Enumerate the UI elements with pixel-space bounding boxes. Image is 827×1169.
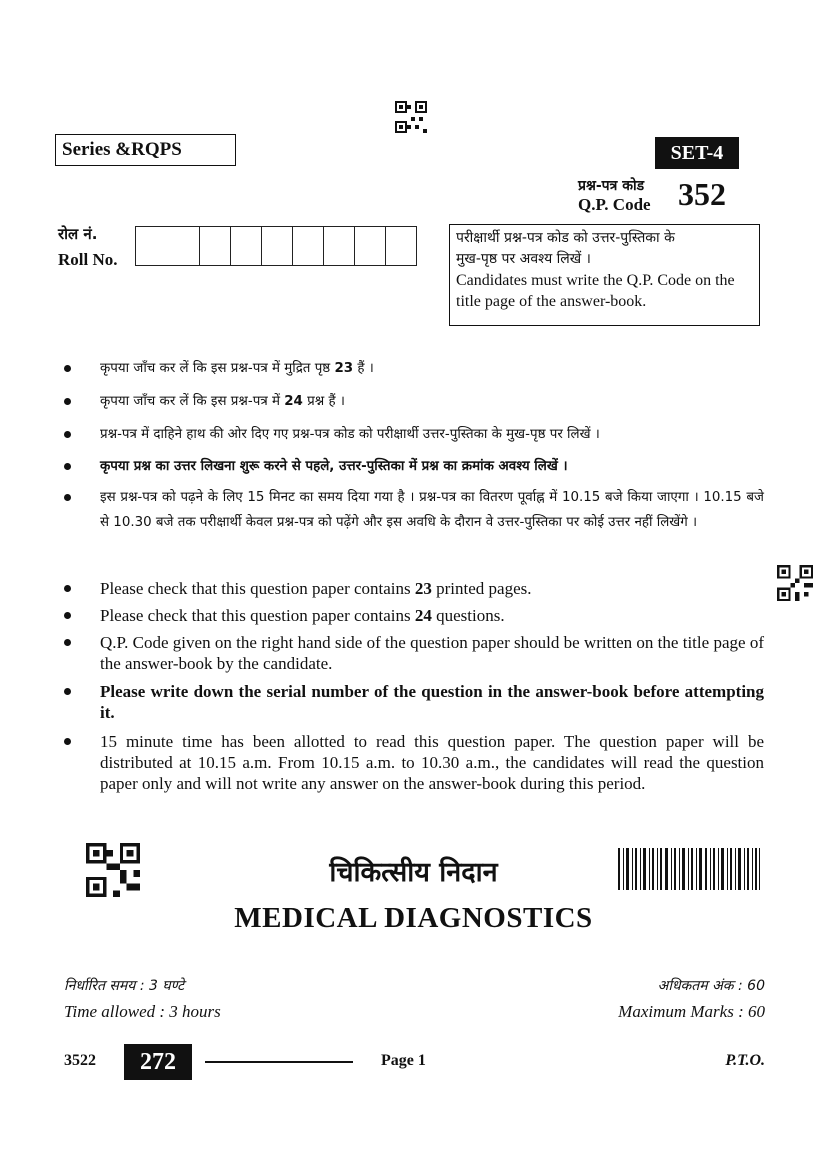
subject-title: MEDICAL DIAGNOSTICS xyxy=(234,902,593,934)
instruction-text: इस प्रश्न-पत्र को पढ़ने के लिए 15 मिनट का समय दिया गया है । प्रश्न-पत्र का वितरण पूर्वाह्न में 10.15 बजे किया जाएगा । 10.15 बजे से 10.30 बजे तक परीक्षार्थी केवल प्रश्न-पत्र को पढ़ेंगे और इस अवधि के दौरान वे उत्तर-पुस्तिका पर कोई उत्तर नहीं लिखेंगे । xyxy=(100,490,764,530)
instruction-number: 24 xyxy=(284,394,303,409)
maximum-marks-hindi: अधिकतम अंक : 60 xyxy=(657,978,765,994)
bullet-icon xyxy=(64,398,71,405)
bullet-icon xyxy=(64,431,71,438)
roll-number-cell[interactable] xyxy=(354,227,385,265)
instruction-text: questions. xyxy=(431,606,505,625)
instruction-text: कृपया प्रश्न का उत्तर लिखना शुरू करने से पहले, उत्तर-पुस्तिका में प्रश्न का क्रमांक अवश्य लिखें । xyxy=(100,459,568,474)
instruction-text: Please check that this question paper contains xyxy=(100,606,415,625)
code-notice-box xyxy=(449,224,760,326)
bullet-icon xyxy=(64,494,71,501)
bullet-icon xyxy=(64,585,71,592)
bullet-icon xyxy=(64,463,71,470)
instruction-number: 24 xyxy=(414,606,432,625)
bullet-icon xyxy=(64,639,71,646)
instruction-item-hindi xyxy=(64,485,764,535)
time-allowed: Time allowed : 3 hours xyxy=(64,1002,221,1021)
instruction-number: 23 xyxy=(414,579,432,598)
instruction-item xyxy=(64,632,764,674)
instruction-item xyxy=(64,578,764,599)
set-badge: SET-4 xyxy=(655,137,739,169)
instruction-number: 23 xyxy=(334,361,354,376)
roll-label-hindi: रोल नं. xyxy=(58,225,98,243)
roll-number-cell[interactable] xyxy=(323,227,354,265)
instruction-text: हैं । xyxy=(353,361,374,376)
roll-number-cell[interactable] xyxy=(230,227,261,265)
qr-code-icon-top xyxy=(395,101,427,133)
code-notice-hindi-line-2: मुख-पृष्ठ पर अवश्य लिखें । xyxy=(456,251,591,267)
pto-label: P.T.O. xyxy=(725,1052,765,1069)
footer-divider xyxy=(205,1061,353,1063)
instruction-item-hindi xyxy=(64,454,764,479)
qr-code-icon-side xyxy=(777,565,813,601)
series-label: Series &RQPS xyxy=(55,134,236,166)
qp-code-label-hindi: प्रश्न-पत्र कोड xyxy=(578,178,645,194)
code-notice-hindi-line-1: परीक्षार्थी प्रश्न-पत्र कोड को उत्तर-पुस्तिका के xyxy=(456,230,675,246)
footer-badge: 272 xyxy=(124,1044,192,1080)
bullet-icon xyxy=(64,612,71,619)
roll-label: Roll No. xyxy=(58,250,118,269)
roll-number-cell[interactable] xyxy=(136,227,199,265)
instruction-item xyxy=(64,605,764,626)
instruction-text: 15 minute time has been allotted to read this question paper. The question paper will be distributed at 10.15 a.m. From 10.15 a.m. to 10.30 a.m., the candidates will read the question paper only and will not write any answer on the answer-book during this period. xyxy=(100,732,764,793)
bullet-icon xyxy=(64,688,71,695)
bullet-icon xyxy=(64,365,71,372)
instruction-text: printed pages. xyxy=(431,579,532,598)
roll-number-cell[interactable] xyxy=(261,227,292,265)
instruction-text: Please check that this question paper contains xyxy=(100,579,415,598)
footer-code: 3522 xyxy=(64,1052,96,1069)
instruction-item-hindi xyxy=(64,422,764,447)
bullet-icon xyxy=(64,738,71,745)
instruction-text: Q.P. Code given on the right hand side of the question paper should be written on the title page of the answer-book by the candidate. xyxy=(100,633,764,673)
qp-code-label: Q.P. Code xyxy=(578,195,651,214)
roll-number-cell[interactable] xyxy=(385,227,416,265)
instruction-item-hindi xyxy=(64,356,764,381)
time-allowed-hindi: निर्धारित समय : 3 घण्टे xyxy=(64,978,185,994)
instruction-item-hindi xyxy=(64,389,764,414)
instruction-text: कृपया जाँच कर लें कि इस प्रश्न-पत्र में मुद्रित पृष्ठ xyxy=(100,361,335,376)
instruction-text: Please write down the serial number of the question in the answer-book before attempting it. xyxy=(100,682,764,722)
roll-number-cell[interactable] xyxy=(292,227,323,265)
instruction-text: प्रश्न-पत्र में दाहिने हाथ की ओर दिए गए प्रश्न-पत्र कोड को परीक्षार्थी उत्तर-पुस्तिका के मुख-पृष्ठ पर लिखें । xyxy=(100,427,600,442)
barcode-icon xyxy=(618,848,760,890)
page-number: Page 1 xyxy=(381,1052,426,1069)
subject-title-hindi: चिकित्सीय निदान xyxy=(329,857,498,888)
instruction-item xyxy=(64,681,764,723)
code-notice-english: Candidates must write the Q.P. Code on the title page of the answer-book. xyxy=(456,272,735,310)
qp-code-number: 352 xyxy=(678,176,726,212)
roll-number-cell[interactable] xyxy=(199,227,230,265)
instruction-text: प्रश्न हैं । xyxy=(302,394,345,409)
roll-number-grid[interactable] xyxy=(135,226,417,266)
instruction-item xyxy=(64,731,764,794)
instruction-text: कृपया जाँच कर लें कि इस प्रश्न-पत्र में xyxy=(100,394,285,409)
maximum-marks: Maximum Marks : 60 xyxy=(618,1002,765,1021)
